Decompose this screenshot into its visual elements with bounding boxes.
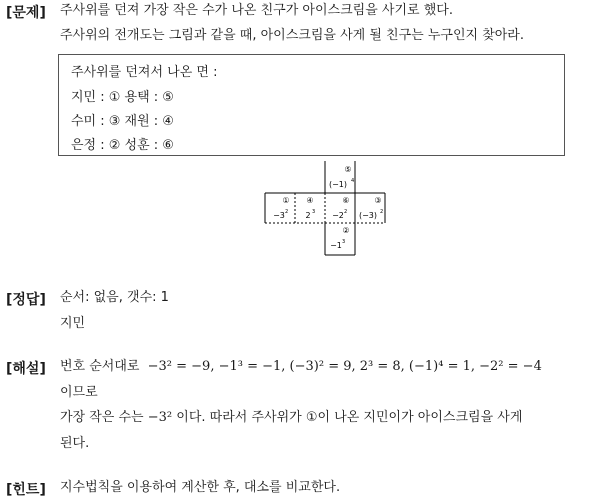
- result-row: 은정 : ② 성훈 : ⑥: [71, 138, 174, 153]
- net-face: [332, 196, 349, 220]
- explanation-line-1: [60, 358, 542, 376]
- face-expression: −3: [273, 211, 285, 220]
- explanation-min-value: −3²: [147, 410, 173, 425]
- explanation-label: [해설]: [6, 361, 46, 377]
- result-box: [58, 54, 565, 156]
- face-exponent: 2: [380, 209, 384, 215]
- face-number: ②: [342, 226, 350, 235]
- face-number: ⑤: [344, 165, 352, 174]
- face-expression: 2: [305, 211, 311, 220]
- answer-line-1: 순서: 없음, 갯수: 1: [60, 290, 169, 305]
- face-expression: −1: [330, 241, 342, 250]
- face-expression: −2: [332, 211, 344, 220]
- answer-label: [정답]: [6, 292, 46, 308]
- explanation-line-2: 이므로: [60, 385, 98, 400]
- face-exponent: 3: [342, 239, 346, 245]
- face-exponent: 2: [285, 209, 289, 215]
- net-face: [305, 196, 315, 220]
- net-face: [330, 226, 349, 250]
- face-number: ①: [282, 196, 290, 205]
- result-box-title: 주사위를 던져서 나온 면 :: [71, 65, 218, 80]
- face-expression: (−1): [328, 180, 348, 189]
- explanation-line-3: [60, 409, 522, 427]
- face-number: ④: [306, 196, 314, 205]
- hint-text: 지수법칙을 이용하여 계산한 후, 대소를 비교한다.: [60, 480, 341, 495]
- explanation-line-4: 된다.: [60, 436, 90, 451]
- explanation-prefix: 번호 순서대로: [60, 359, 140, 374]
- net-face: [359, 196, 383, 220]
- net-face: [273, 196, 289, 220]
- answer-line-2: 지민: [60, 316, 86, 331]
- explanation-formula: −3² = −9, −1³ = −1, (−3)² = 9, 2³ = 8, (−1)⁴ = 1, −2² = −4: [147, 359, 542, 374]
- face-exponent: 2: [344, 209, 348, 215]
- dice-net-figure: [262, 160, 392, 258]
- hint-label: [힌트]: [6, 482, 46, 498]
- face-expression: (−3): [358, 211, 378, 220]
- face-exponent: 3: [312, 209, 316, 215]
- problem-line-1: 주사위를 던져 가장 작은 수가 나온 친구가 아이스크림을 사기로 했다.: [60, 3, 453, 18]
- result-row: 수미 : ③ 재원 : ④: [71, 114, 174, 129]
- explanation-text-b: 이다. 따라서 주사위가 ①이 나온 지민이가 아이스크림을 사게: [176, 410, 523, 425]
- face-exponent: 4: [351, 178, 355, 184]
- face-number: ⑥: [342, 196, 350, 205]
- problem-line-2: 주사위의 전개도는 그림과 같을 때, 아이스크림을 사게 될 친구는 누구인지 찾아라.: [60, 28, 525, 43]
- face-number: ③: [374, 196, 382, 205]
- explanation-text-a: 가장 작은 수는: [60, 410, 144, 425]
- net-face: [329, 165, 354, 189]
- problem-label: [문제]: [6, 5, 46, 21]
- result-row: 지민 : ① 용택 : ⑤: [71, 90, 174, 105]
